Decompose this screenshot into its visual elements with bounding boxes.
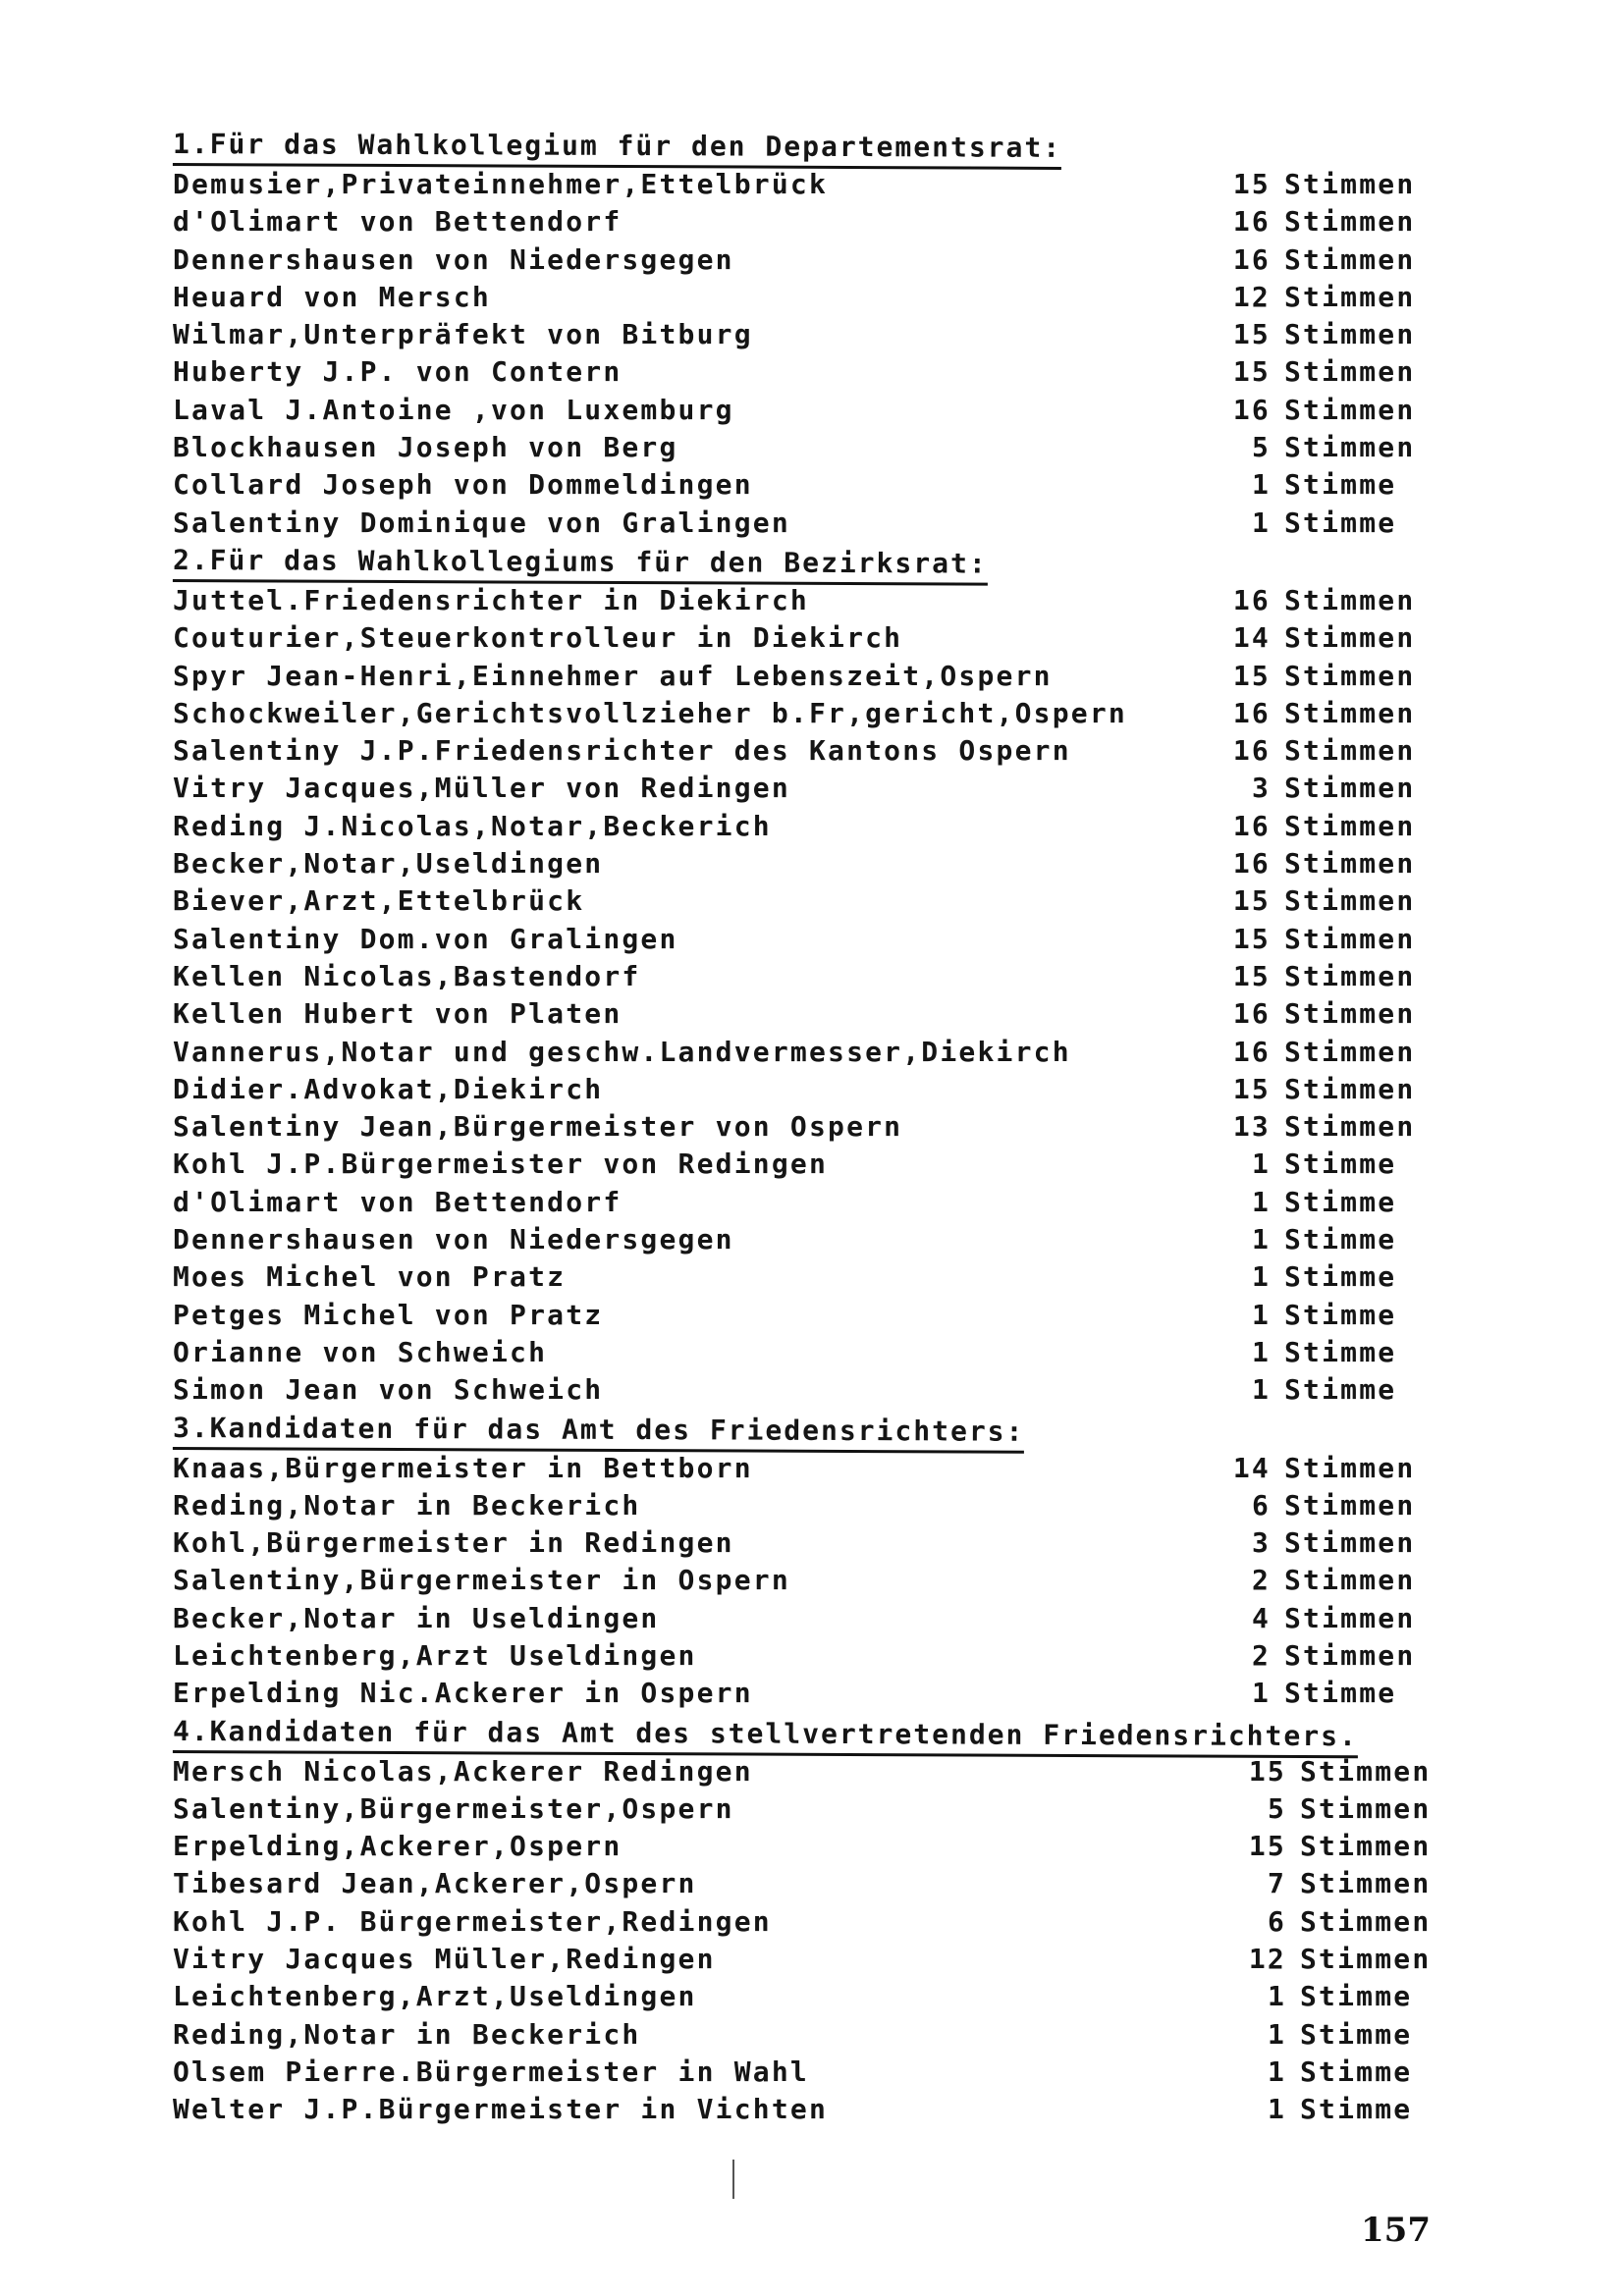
vote-number: 16 [1232,205,1271,239]
result-row [173,1524,1439,1562]
section-2 [173,542,1439,1410]
vote-unit: Stimme [1300,2093,1413,2126]
result-row [173,1675,1439,1712]
candidate-name: Dennershausen von Niedersgegen [173,1223,734,1256]
candidate-name: Didier.Advokat,Diekirch [173,1072,604,1105]
vote-number: 15 [1232,355,1271,389]
vote-unit: Stimmen [1284,431,1416,464]
result-row [173,316,1439,353]
vote-number: 15 [1248,1754,1286,1788]
vote-unit: Stimmen [1284,205,1416,239]
vote-unit: Stimmen [1284,847,1416,881]
candidate-name: Welter J.P.Bürgermeister in Vichten [173,2093,829,2126]
vote-unit: Stimmen [1284,922,1416,955]
vote-unit: Stimmen [1300,1791,1432,1825]
vote-unit: Stimmen [1284,1451,1416,1484]
candidate-name: Knaas,Bürgermeister in Bettborn [173,1451,753,1484]
vote-count [1231,1487,1457,1524]
vote-number: 15 [1248,1830,1286,1863]
vote-unit: Stimmen [1284,168,1416,200]
vote-count [1247,1790,1473,1828]
vote-number: 15 [1232,959,1271,992]
vote-count [1231,166,1457,203]
vote-unit: Stimmen [1284,1110,1416,1144]
vote-number: 15 [1232,659,1271,692]
vote-unit: Stimmen [1284,280,1416,313]
candidate-name: d'Olimart von Bettendorf [173,1185,623,1218]
result-row [173,1450,1439,1487]
vote-unit: Stimmen [1300,1943,1432,1976]
candidate-name: Vitry Jacques Müller,Redingen [173,1943,716,1976]
candidate-name: Juttel.Friedensrichter in Diekirch [173,583,809,616]
vote-number: 12 [1232,280,1271,313]
result-row [173,732,1439,770]
vote-count [1231,619,1457,657]
vote-count [1231,505,1457,542]
vote-count [1231,241,1457,279]
vote-count [1231,466,1457,504]
vote-count [1231,1221,1457,1258]
vote-number: 1 [1267,1980,1286,2013]
vote-number: 4 [1251,1601,1271,1634]
result-row [173,1034,1439,1071]
vote-unit: Stimmen [1300,1867,1432,1900]
vote-unit: Stimmen [1284,809,1416,842]
candidate-name: Vitry Jacques,Müller von Redingen [173,772,790,805]
result-row [173,582,1439,619]
result-row [173,505,1439,542]
candidate-name: Becker,Notar,Useldingen [173,847,604,881]
candidate-name: Becker,Notar in Useldingen [173,1601,660,1634]
vote-unit: Stimmen [1284,1638,1416,1672]
result-row [173,2054,1439,2091]
vote-unit: Stimmen [1284,659,1416,692]
vote-unit: Stimme [1284,1677,1397,1710]
vote-count [1231,429,1457,466]
vote-count [1247,2054,1473,2091]
candidate-name: Leichtenberg,Arzt Useldingen [173,1638,697,1672]
candidate-name: Kellen Nicolas,Bastendorf [173,959,641,992]
vote-number: 15 [1232,884,1271,918]
vote-number: 16 [1232,734,1271,768]
vote-count [1231,353,1457,391]
vote-count [1231,845,1457,882]
result-row [173,2091,1439,2128]
vote-number: 16 [1232,809,1271,842]
vote-number: 12 [1248,1943,1286,1976]
vote-number: 14 [1232,621,1271,655]
vote-unit: Stimmen [1284,583,1416,616]
vote-unit: Stimmen [1284,1072,1416,1105]
result-row [173,958,1439,995]
vote-number: 1 [1267,2093,1286,2126]
vote-count [1231,1184,1457,1221]
candidate-name: Salentiny J.P.Friedensrichter des Kantons Ospern [173,734,1071,768]
section-heading: 3.Kandidaten für das Amt des Friedensrichters: [173,1410,1025,1454]
candidate-name: Orianne von Schweich [173,1335,548,1368]
result-row [173,1941,1439,1978]
vote-number: 16 [1232,1035,1271,1068]
candidate-name: Spyr Jean-Henri,Einnehmer auf Lebenszeit,Ospern [173,659,1053,692]
vote-count [1231,582,1457,619]
section-4 [173,1713,1439,2129]
vote-count [1231,1297,1457,1334]
vote-count [1231,316,1457,353]
vote-unit: Stimmen [1284,959,1416,992]
vote-unit: Stimme [1300,2055,1413,2088]
vote-unit: Stimmen [1284,696,1416,729]
vote-unit: Stimme [1284,1260,1397,1294]
vote-count [1231,770,1457,807]
vote-unit: Stimme [1284,1223,1397,1256]
vote-unit: Stimmen [1284,393,1416,426]
candidate-name: Reding,Notar in Beckerich [173,2017,641,2051]
vote-number: 16 [1232,696,1271,729]
candidate-name: Salentiny,Bürgermeister,Ospern [173,1791,734,1825]
vote-unit: Stimmen [1284,734,1416,768]
result-row [173,1790,1439,1828]
candidate-name: Kellen Hubert von Platen [173,997,623,1031]
result-row [173,1637,1439,1675]
vote-unit: Stimme [1284,1335,1397,1368]
candidate-name: Erpelding Nic.Ackerer in Ospern [173,1677,753,1710]
candidate-name: Petges Michel von Pratz [173,1298,604,1331]
vote-number: 15 [1232,922,1271,955]
result-row [173,392,1439,429]
vote-number: 3 [1251,772,1271,805]
candidate-name: Leichtenberg,Arzt,Useldingen [173,1980,697,2013]
page-number: 157 [1361,2211,1431,2250]
vote-number: 6 [1267,1904,1286,1938]
vote-number: 1 [1251,1185,1271,1218]
result-row [173,2016,1439,2054]
vote-count [1247,1865,1473,1902]
section-1 [173,126,1439,542]
vote-count [1231,392,1457,429]
vote-number: 1 [1251,468,1271,502]
result-row [173,695,1439,732]
vote-unit: Stimmen [1284,772,1416,805]
result-row [173,1334,1439,1371]
vote-number: 13 [1232,1110,1271,1144]
result-row [173,619,1439,657]
vote-unit: Stimmen [1284,997,1416,1031]
result-row [173,1903,1439,1941]
vote-count [1231,695,1457,732]
vote-count [1247,1753,1473,1790]
vote-count [1231,279,1457,316]
vote-number: 1 [1251,1373,1271,1407]
vote-count [1231,658,1457,695]
result-row [173,1600,1439,1637]
vote-unit: Stimmen [1284,1035,1416,1068]
candidate-name: Tibesard Jean,Ackerer,Ospern [173,1867,697,1900]
candidate-name: Laval J.Antoine ,von Luxemburg [173,393,734,426]
vote-number: 1 [1251,1335,1271,1368]
vote-count [1247,2016,1473,2054]
vote-number: 1 [1267,2017,1286,2051]
vote-unit: Stimmen [1284,242,1416,276]
result-row [173,166,1439,203]
vote-count [1231,732,1457,770]
candidate-name: Simon Jean von Schweich [173,1373,604,1407]
vote-number: 1 [1251,1298,1271,1331]
election-results [173,126,1439,2129]
candidate-name: Reding,Notar in Beckerich [173,1488,641,1522]
vote-number: 1 [1251,506,1271,539]
candidate-name: d'Olimart von Bettendorf [173,205,623,239]
result-row [173,770,1439,807]
vote-number: 5 [1251,431,1271,464]
result-row [173,808,1439,845]
vote-unit: Stimmen [1300,1830,1432,1863]
vote-count [1231,995,1457,1033]
vote-number: 1 [1251,1260,1271,1294]
vote-number: 2 [1251,1638,1271,1672]
candidate-name: Kohl J.P.Bürgermeister von Redingen [173,1148,829,1181]
result-row [173,279,1439,316]
vote-number: 15 [1232,1072,1271,1105]
candidate-name: Mersch Nicolas,Ackerer Redingen [173,1754,753,1788]
vote-unit: Stimme [1300,1980,1413,2013]
vote-number: 16 [1232,847,1271,881]
result-row [173,1487,1439,1524]
candidate-name: Kohl,Bürgermeister in Redingen [173,1526,734,1560]
result-row [173,1108,1439,1146]
vote-count [1247,1941,1473,1978]
section-3 [173,1410,1439,1713]
vote-number: 6 [1251,1488,1271,1522]
candidate-name: Wilmar,Unterpräfekt von Bitburg [173,318,753,351]
result-row [173,353,1439,391]
vote-count [1231,1562,1457,1599]
candidate-name: Dennershausen von Niedersgegen [173,242,734,276]
result-row [173,429,1439,466]
vote-number: 1 [1251,1223,1271,1256]
result-row [173,203,1439,240]
vote-number: 1 [1267,2055,1286,2088]
vote-count [1231,1637,1457,1675]
vote-number: 7 [1267,1867,1286,1900]
vote-number: 16 [1232,393,1271,426]
candidate-name: Salentiny,Bürgermeister in Ospern [173,1564,790,1597]
section-heading: 2.Für das Wahlkollegiums für den Bezirksrat: [173,542,988,586]
candidate-name: Kohl J.P. Bürgermeister,Redingen [173,1904,772,1938]
candidate-name: Erpelding,Ackerer,Ospern [173,1830,623,1863]
vote-count [1231,1334,1457,1371]
vote-unit: Stimmen [1284,1601,1416,1634]
result-row [173,882,1439,920]
vote-unit: Stimmen [1300,1904,1432,1938]
result-row [173,1297,1439,1334]
result-row [173,1146,1439,1183]
vote-unit: Stimmen [1284,884,1416,918]
result-row [173,241,1439,279]
vote-count [1231,1600,1457,1637]
candidate-name: Couturier,Steuerkontrolleur in Diekirch [173,621,903,655]
candidate-name: Salentiny Dominique von Gralingen [173,506,790,539]
vote-number: 15 [1232,168,1271,200]
vote-count [1231,1675,1457,1712]
result-row [173,1828,1439,1865]
candidate-name: Biever,Arzt,Ettelbrück [173,884,585,918]
candidate-name: Vannerus,Notar und geschw.Landvermesser,Diekirch [173,1035,1071,1068]
candidate-name: Reding J.Nicolas,Notar,Beckerich [173,809,772,842]
vote-count [1231,1371,1457,1409]
vote-count [1231,1258,1457,1296]
result-row [173,1562,1439,1599]
vote-count [1247,1978,1473,2015]
vote-number: 16 [1232,583,1271,616]
vote-number: 1 [1251,1148,1271,1181]
vote-unit: Stimmen [1300,1754,1432,1788]
vote-count [1231,1034,1457,1071]
vote-number: 16 [1232,242,1271,276]
vote-count [1231,1146,1457,1183]
vote-unit: Stimmen [1284,1526,1416,1560]
vote-number: 16 [1232,997,1271,1031]
vote-count [1247,2091,1473,2128]
vote-count [1231,1450,1457,1487]
result-row [173,1071,1439,1108]
vote-count [1247,1903,1473,1941]
result-row [173,1184,1439,1221]
vote-unit: Stimmen [1284,1488,1416,1522]
vote-count [1231,921,1457,958]
section-heading: 4.Kandidaten für das Amt des stellvertretenden Friedensrichters. [173,1713,1358,1758]
result-row [173,995,1439,1033]
vote-number: 2 [1251,1564,1271,1597]
section-heading: 1.Für das Wahlkollegium für den Departementsrat: [173,126,1061,170]
result-row [173,1753,1439,1790]
candidate-name: Salentiny Dom.von Gralingen [173,922,678,955]
result-row [173,845,1439,882]
vote-count [1247,1828,1473,1865]
result-row [173,466,1439,504]
scan-mark [732,2160,734,2199]
vote-unit: Stimme [1300,2017,1413,2051]
candidate-name: Collard Joseph von Dommeldingen [173,468,753,502]
result-row [173,1978,1439,2015]
vote-unit: Stimme [1284,1148,1397,1181]
vote-unit: Stimme [1284,506,1397,539]
vote-count [1231,808,1457,845]
candidate-name: Olsem Pierre.Bürgermeister in Wahl [173,2055,809,2088]
candidate-name: Moes Michel von Pratz [173,1260,567,1294]
result-row [173,658,1439,695]
candidate-name: Blockhausen Joseph von Berg [173,431,678,464]
vote-number: 5 [1267,1791,1286,1825]
result-row [173,1258,1439,1296]
vote-number: 1 [1251,1677,1271,1710]
vote-unit: Stimmen [1284,621,1416,655]
candidate-name: Salentiny Jean,Bürgermeister von Ospern [173,1110,903,1144]
candidate-name: Heuard von Mersch [173,280,491,313]
result-row [173,1371,1439,1409]
vote-unit: Stimmen [1284,318,1416,351]
vote-number: 14 [1232,1451,1271,1484]
result-row [173,921,1439,958]
vote-number: 15 [1232,318,1271,351]
candidate-name: Huberty J.P. von Contern [173,355,623,389]
candidate-name: Demusier,Privateinnehmer,Ettelbrück [173,168,829,200]
vote-count [1231,958,1457,995]
vote-count [1231,1071,1457,1108]
vote-unit: Stimme [1284,468,1397,502]
vote-count [1231,882,1457,920]
result-row [173,1221,1439,1258]
result-row [173,1865,1439,1902]
vote-unit: Stimme [1284,1298,1397,1331]
vote-count [1231,1108,1457,1146]
vote-unit: Stimmen [1284,355,1416,389]
candidate-name: Schockweiler,Gerichtsvollzieher b.Fr,gericht,Ospern [173,696,1127,729]
vote-count [1231,203,1457,240]
vote-unit: Stimme [1284,1373,1397,1407]
vote-unit: Stimme [1284,1185,1397,1218]
vote-unit: Stimmen [1284,1564,1416,1597]
vote-number: 3 [1251,1526,1271,1560]
vote-count [1231,1524,1457,1562]
